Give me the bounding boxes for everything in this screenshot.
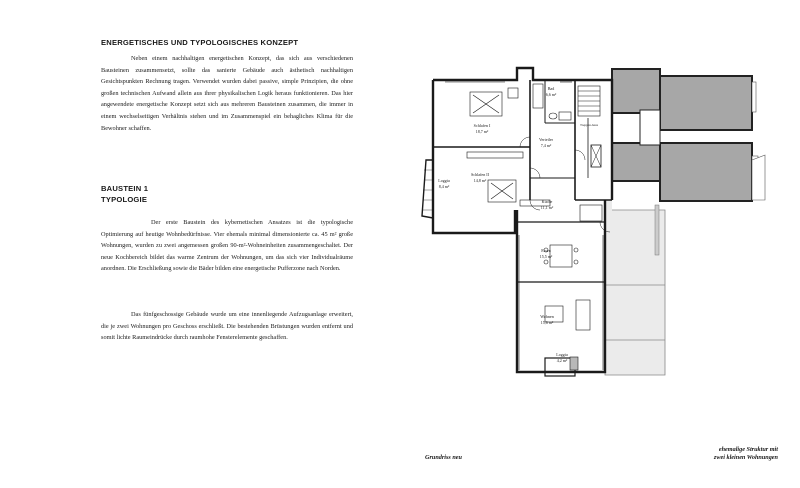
new-plan [422, 68, 612, 376]
caption-old-line1: ehemalige Struktur mit [718, 446, 778, 453]
label-verteiler-area: 7,4 m² [540, 143, 552, 148]
label-bad: Bad [547, 86, 555, 91]
stair-icon [578, 86, 600, 116]
baustein-heading-line2: TYPOLOGIE [101, 195, 148, 204]
label-loggia-left: Loggia [438, 178, 450, 183]
bed-icon-2 [488, 180, 516, 202]
label-schlafen2-area: 14,8 m² [473, 178, 487, 183]
section-heading-concept: ENERGETISCHES UND TYPOLOGISCHES KONZEPT [101, 38, 299, 47]
label-kueche: Küche [541, 199, 553, 204]
loggia-left-outline [422, 160, 433, 218]
bed-icon [470, 88, 518, 116]
label-loggia-left-area: 8,4 m² [438, 184, 450, 189]
label-verteiler: Verteiler [538, 137, 554, 142]
wall-west [433, 80, 515, 233]
old-core [640, 110, 660, 145]
label-essen-area: 15,5 m² [539, 254, 553, 259]
old-room-1 [612, 69, 660, 113]
label-loggia-bottom-area: 4,2 m² [556, 358, 568, 363]
concept-paragraph-text: Neben einem nachhaltigen energetischen Konzept, das sich aus verschiedenen Bausteinen zusammensetzt, sollte das sanierte Gebäude auch ästhetisch nachhaltigen Gesichtspunkten Rechnung tragen. Verwendet wurden dabei passive, simple Prinzipien, die ohne großen technischen Aufwand allein aus ihrer physikalischen Logik heraus funktionieren. Das hier angewendete energetische Konzept setzt sich aus mehreren Bausteinen zusammen, die immer in einem wechselseitigen Verhältnis stehen und im Zusammenspiel ein behagliches Klima für die Bewohner schaffen. [101, 55, 353, 132]
label-wohnen-area: 15,6 m² [540, 320, 554, 325]
old-room-4 [660, 143, 752, 201]
old-room-2 [660, 76, 752, 130]
label-bad-area: 6,6 m² [545, 92, 557, 97]
label-wohnen: Wohnen [540, 314, 554, 319]
old-room-3 [612, 143, 660, 181]
typologie-paragraph-1-text: Der erste Baustein des kybernetischen Ansatzes ist die typologische Optimierung auf heutige Wohnbedürfnisse. Vier ehemals minimal dimensionierte ca. 45 m² große Wohnungen, wurden zu zwei angemessen großen 90-m²-Wohneinheiten zusammengeschaltet. Der neue Kochbereich bildet das warme Zentrum der Wohnungen, um das sich vier Individualräume anordnen. Die Erschließung sowie die Bäder bilden eine energetische Pufferzone nach Norden. [101, 219, 353, 273]
label-schlafen1: Schlafen I [473, 123, 491, 128]
label-kueche-area: 11,1 m² [540, 205, 554, 210]
label-loggia-bottom: Loggia [556, 352, 568, 357]
label-schlafen1-area: 18,7 m² [475, 129, 489, 134]
wall-south-wing [517, 200, 605, 372]
label-treppenhaus: Treppen-haus [579, 123, 599, 127]
wall-north [433, 68, 612, 200]
caption-new-plan: Grundriss neu [425, 454, 462, 461]
label-essen: Essen [541, 248, 551, 253]
baustein-heading-line1: BAUSTEIN 1 [101, 184, 149, 193]
caption-old-line2: zwei kleinen Wohnungen [713, 454, 778, 461]
old-structure [605, 69, 765, 375]
label-schlafen2: Schlafen II [470, 172, 490, 177]
typologie-paragraph-2-text: Das fünfgeschossige Gebäude wurde um eine innenliegende Aufzugsanlage erweitert, die je zwei Wohnungen pro Geschoss erschließt. Die bestehenden Brüstungen wurden entfernt und somit lichte Raumeindrücke durch raumhohe Fensterelemente geschaffen. [101, 311, 353, 342]
